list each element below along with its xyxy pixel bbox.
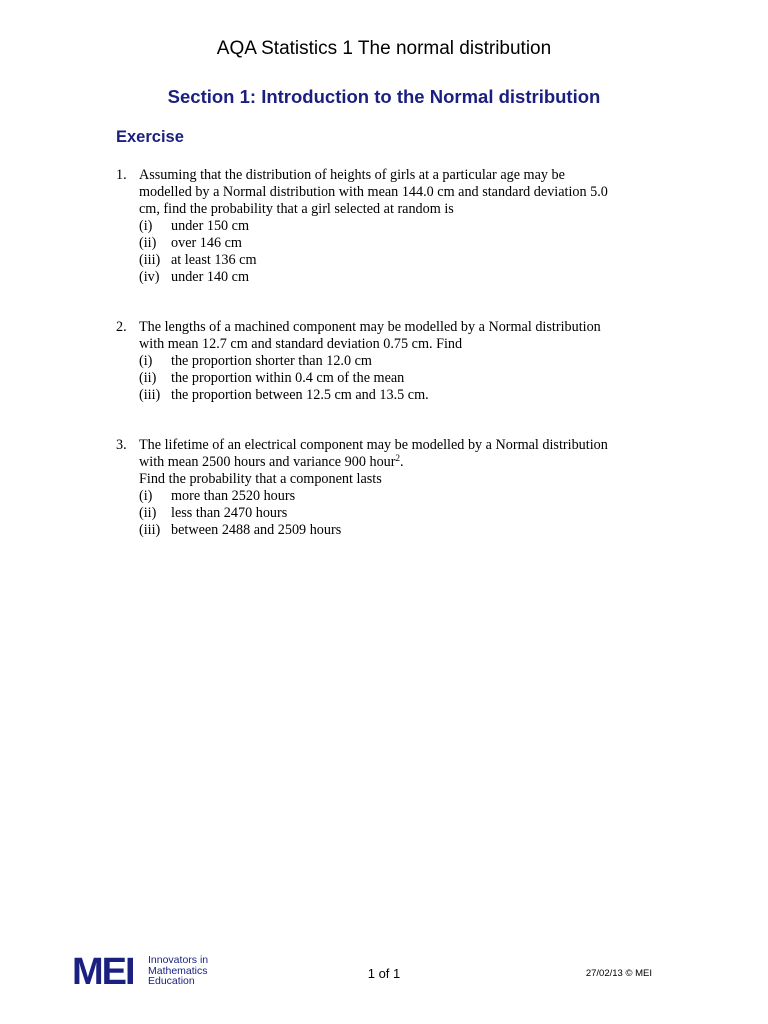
part-label: (ii)	[139, 370, 157, 386]
part-label: (i)	[139, 488, 153, 504]
part-text: between 2488 and 2509 hours	[171, 522, 342, 538]
question-text-end: .	[400, 454, 404, 470]
logo-tagline-line: Education	[148, 975, 195, 988]
part-text: less than 2470 hours	[171, 505, 288, 521]
part-text: at least 136 cm	[171, 252, 257, 268]
part-label: (ii)	[139, 505, 157, 521]
section-title: Section 1: Introduction to the Normal distribution	[167, 86, 601, 107]
question-text-main: with mean 2500 hours and variance 900 hour	[139, 454, 396, 470]
logo-letters: MEI	[72, 951, 134, 993]
part-text: over 146 cm	[171, 235, 242, 251]
part-label: (iii)	[139, 387, 161, 403]
question-number: 3.	[116, 437, 127, 453]
logo-tagline-line: Innovators in	[148, 954, 209, 966]
part-label: (iii)	[139, 522, 161, 538]
part-label: (i)	[139, 218, 153, 234]
question-text: Find the probability that a component lasts	[139, 471, 382, 487]
document-title: AQA Statistics 1 The normal distribution	[216, 38, 552, 59]
part-label: (iv)	[139, 269, 160, 285]
part-text: more than 2520 hours	[171, 488, 296, 504]
date-copyright: 27/02/13 © MEI	[585, 968, 652, 979]
question-number: 2.	[116, 319, 127, 335]
question-text: Assuming that the distribution of heights of girls at a particular age may be	[139, 167, 565, 183]
part-text: the proportion between 12.5 cm and 13.5 cm.	[171, 387, 429, 403]
exercise-heading: Exercise	[116, 128, 184, 146]
question-text: The lengths of a machined component may be modelled by a Normal distribution	[139, 319, 601, 335]
logo-tagline-line: Mathematics	[148, 964, 208, 977]
question-text: modelled by a Normal distribution with mean 144.0 cm and standard deviation 5.0	[139, 184, 608, 200]
question-text: with mean 12.7 cm and standard deviation 0.75 cm. Find	[139, 336, 463, 352]
question-text	[139, 454, 404, 471]
part-text: under 150 cm	[171, 218, 250, 234]
superscript: 2	[395, 453, 400, 463]
part-text: the proportion within 0.4 cm of the mean	[171, 370, 405, 386]
part-label: (iii)	[139, 252, 161, 268]
page-number: 1 of 1	[367, 966, 401, 981]
part-text: the proportion shorter than 12.0 cm	[171, 353, 372, 369]
part-text: under 140 cm	[171, 269, 250, 285]
question-text: The lifetime of an electrical component may be modelled by a Normal distribution	[139, 437, 608, 453]
part-label: (i)	[139, 353, 153, 369]
question-number: 1.	[116, 167, 127, 183]
question-text: cm, find the probability that a girl selected at random is	[139, 201, 454, 217]
part-label: (ii)	[139, 235, 157, 251]
